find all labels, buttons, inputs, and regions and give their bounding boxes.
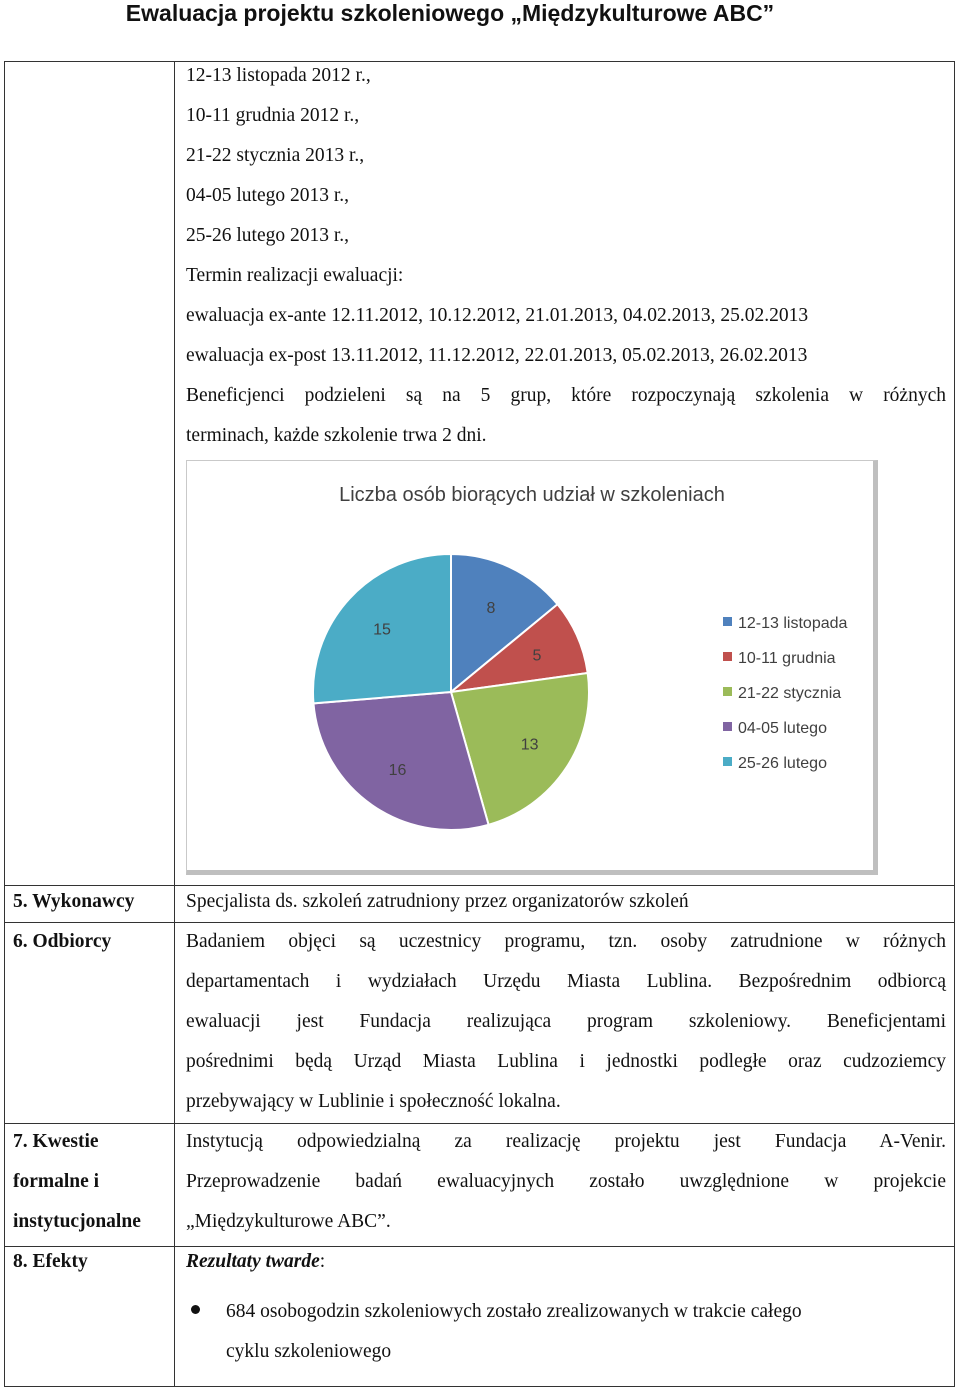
pie-data-label: 13 <box>520 736 539 754</box>
pie-data-label: 16 <box>388 762 407 780</box>
row-label-kwestie: 7. Kwestie <box>13 1131 99 1152</box>
row-label-kwestie: formalne i <box>13 1171 100 1192</box>
rezultaty-twarde-heading: Rezultaty twarde <box>186 1251 320 1272</box>
pie-chart <box>187 461 873 870</box>
bullet-icon <box>191 1305 200 1314</box>
legend-label: 10-11 grudnia <box>738 650 836 667</box>
schedule-line: 12-13 listopada 2012 r., <box>186 65 371 86</box>
odbiorcy-line: ewaluacji jest Fundacja realizująca program szkoleniowy. Beneficjentami <box>186 1011 946 1032</box>
schedule-line: 25-26 lutego 2013 r., <box>186 225 350 246</box>
schedule-line: Termin realizacji ewaluacji: <box>186 265 404 286</box>
legend-swatch <box>723 617 732 626</box>
schedule-line: ewaluacja ex-ante 12.11.2012, 10.12.2012, 21.01.2013, 04.02.2013, 25.02.2013 <box>186 305 809 326</box>
groups-text-line: terminach, każde szkolenie trwa 2 dni. <box>186 425 487 446</box>
legend-swatch <box>723 722 732 731</box>
chart-title: Liczba osób biorących udział w szkoleniach <box>339 484 725 506</box>
schedule-line: 21-22 stycznia 2013 r., <box>186 145 365 166</box>
efekty-heading <box>186 1242 325 1282</box>
row-text-wykonawcy: Specjalista ds. szkoleń zatrudniony przez organizatorów szkoleń <box>186 891 689 912</box>
document-title: Ewaluacja projektu szkoleniowego „Międzykulturowe ABC” <box>125 0 775 26</box>
row-divider <box>4 1246 955 1247</box>
legend-label: 04-05 lutego <box>738 720 827 737</box>
efekty-bullet-line: 684 osobogodzin szkoleniowych zostało zrealizowanych w trakcie całego <box>226 1301 802 1322</box>
schedule-line: ewaluacja ex-post 13.11.2012, 11.12.2012, 22.01.2013, 05.02.2013, 26.02.2013 <box>186 345 808 366</box>
kwestie-line: Instytucją odpowiedzialną za realizację projektu jest Fundacja A-Venir. <box>186 1131 946 1152</box>
row-label-wykonawcy: 5. Wykonawcy <box>13 891 135 912</box>
legend-label: 21-22 stycznia <box>738 685 842 702</box>
row-label-efekty: 8. Efekty <box>13 1251 88 1272</box>
legend-swatch <box>723 757 732 766</box>
efekty-bullet-line: cyklu szkoleniowego <box>226 1341 392 1362</box>
odbiorcy-line: przebywający w Lublinie i społeczność lokalna. <box>186 1091 561 1112</box>
column-divider <box>174 61 175 1387</box>
schedule-line: 10-11 grudnia 2012 r., <box>186 105 360 126</box>
legend-label: 12-13 listopada <box>738 615 848 632</box>
legend-label: 25-26 lutego <box>738 755 827 772</box>
pie-chart-frame <box>186 460 878 875</box>
groups-text-line: Beneficjenci podzieleni są na 5 grup, które rozpoczynają szkolenia w różnych <box>186 385 946 406</box>
legend-swatch <box>723 687 732 696</box>
odbiorcy-line: pośrednimi będą Urząd Miasta Lublina i jednostki podległe oraz cudzoziemcy <box>186 1051 946 1072</box>
odbiorcy-line: departamentach i wydziałach Urzędu Miasta Lublina. Bezpośrednim odbiorcą <box>186 971 946 992</box>
row-label-odbiorcy: 6. Odbiorcy <box>13 931 112 952</box>
pie-data-label: 8 <box>486 600 496 618</box>
heading-colon: : <box>319 1251 326 1272</box>
kwestie-line: „Międzykulturowe ABC”. <box>186 1211 391 1232</box>
pie-data-label: 5 <box>532 647 542 665</box>
schedule-line: 04-05 lutego 2013 r., <box>186 185 350 206</box>
row-label-kwestie: instytucjonalne <box>13 1211 141 1232</box>
odbiorcy-line: Badaniem objęci są uczestnicy programu, tzn. osoby zatrudnione w różnych <box>186 931 946 952</box>
legend-swatch <box>723 652 732 661</box>
pie-data-label: 15 <box>373 621 391 639</box>
kwestie-line: Przeprowadzenie badań ewaluacyjnych zostało uwzględnione w projekcie <box>186 1171 946 1192</box>
